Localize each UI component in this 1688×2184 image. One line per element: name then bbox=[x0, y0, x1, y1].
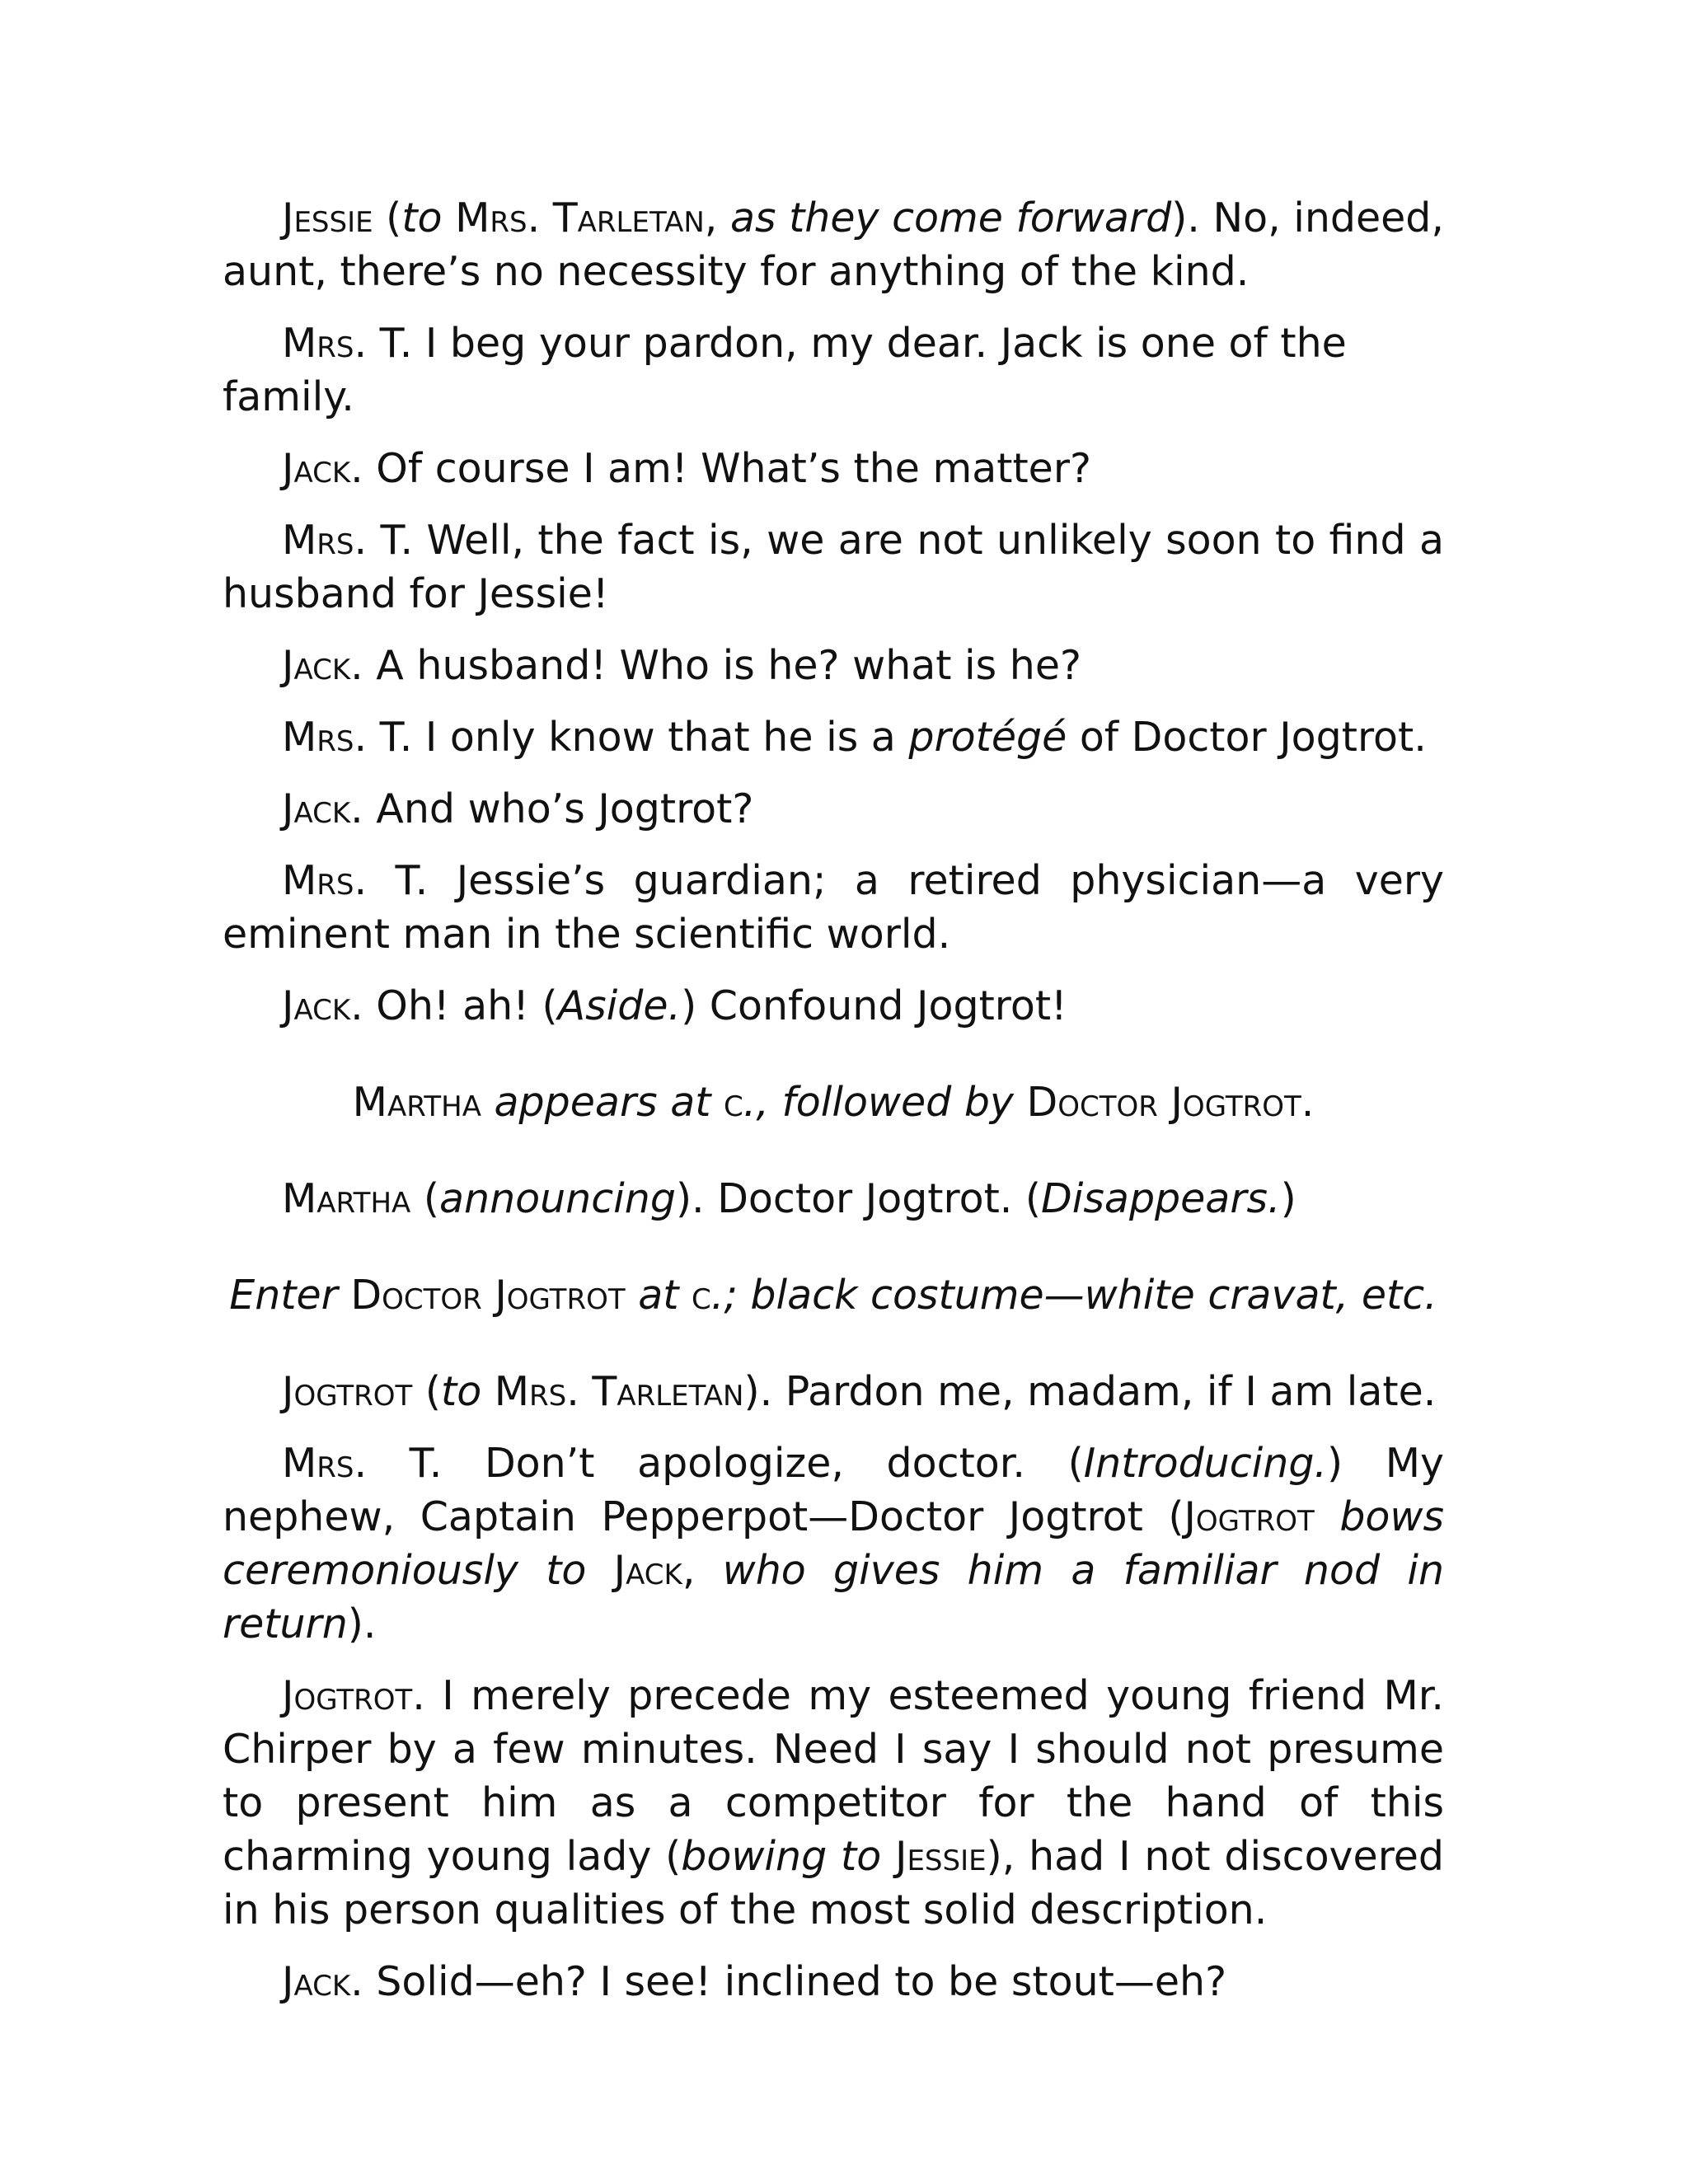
text-run: ). No, indeed, aunt, there’s no necessity for anything of the kind. bbox=[223, 194, 1444, 295]
speech-paragraph bbox=[223, 1669, 1444, 1937]
text-run: . T. I only know that he is a bbox=[354, 714, 909, 761]
text-run: . I merely precede my esteemed young friend Mr. Chirper by a few minutes. Need I say I should not presume to present him as a competitor for the hand of this charming young lady ( bbox=[223, 1672, 1444, 1880]
character-name: Jack bbox=[282, 445, 351, 492]
text-run: . A husband! Who is he? what is he? bbox=[350, 642, 1081, 689]
italic-text: at bbox=[638, 1272, 692, 1319]
character-name: Jogtrot bbox=[282, 1672, 413, 1719]
text-run: , bbox=[682, 1547, 723, 1594]
text-run: . Oh! ah! ( bbox=[350, 982, 558, 1029]
text-run bbox=[481, 1368, 495, 1415]
text-run bbox=[443, 194, 456, 241]
italic-text: bowing to bbox=[681, 1833, 882, 1880]
italic-text: Aside. bbox=[557, 982, 682, 1029]
speech-paragraph bbox=[223, 316, 1444, 424]
speech-paragraph bbox=[223, 1436, 1444, 1651]
italic-text: bows ceremoniously to bbox=[223, 1493, 1444, 1594]
italic-text: Enter bbox=[229, 1272, 338, 1319]
text-run: ) My nephew, Captain Pepperpot—Doctor Jogtrot ( bbox=[223, 1440, 1445, 1540]
text-run: . Of course I am! What’s the matter? bbox=[350, 445, 1091, 492]
speech-paragraph bbox=[223, 191, 1444, 298]
character-name: Jessie bbox=[895, 1833, 987, 1880]
italic-text: Introducing. bbox=[1083, 1440, 1328, 1487]
character-name: Jessie bbox=[282, 194, 373, 241]
text-run: ( bbox=[412, 1368, 441, 1415]
text-run: ) Confound Jogtrot! bbox=[681, 982, 1067, 1029]
text-run bbox=[338, 1272, 351, 1319]
speech-paragraph bbox=[223, 442, 1444, 495]
stage-direction bbox=[223, 1076, 1444, 1129]
character-name: Jogtrot bbox=[1184, 1493, 1315, 1540]
character-name: Doctor Jogtrot bbox=[350, 1272, 626, 1319]
text-run: . T. Well, the fact is, we are not unlikely soon to find a husband for Jessie! bbox=[223, 517, 1444, 617]
speech-paragraph bbox=[223, 710, 1444, 764]
text-run: . bbox=[1301, 1079, 1315, 1126]
text-run: ), had I not discovered in his person qualities of the most solid description. bbox=[223, 1833, 1445, 1933]
character-name: Jack bbox=[282, 982, 351, 1029]
text-run: . Solid—eh? I see! inclined to be stout—eh? bbox=[350, 1958, 1227, 2005]
character-name: c bbox=[692, 1272, 711, 1319]
italic-text: Disappears. bbox=[1041, 1175, 1281, 1222]
character-name: Mrs bbox=[282, 857, 354, 904]
play-page bbox=[223, 191, 1444, 2027]
character-name: Mrs bbox=[282, 714, 354, 761]
text-run: , bbox=[704, 194, 730, 241]
speech-paragraph bbox=[223, 1365, 1444, 1418]
character-name: Mrs bbox=[282, 517, 354, 564]
speech-paragraph bbox=[223, 513, 1444, 621]
text-run: ) bbox=[1280, 1175, 1296, 1222]
speech-paragraph bbox=[223, 854, 1444, 961]
italic-text: who gives him a familiar nod in return bbox=[223, 1547, 1444, 1647]
text-run: . And who’s Jogtrot? bbox=[350, 785, 754, 832]
italic-text: as they come forward bbox=[729, 194, 1172, 241]
speech-paragraph bbox=[223, 1172, 1444, 1226]
text-run: ( bbox=[410, 1175, 439, 1222]
speech-paragraph bbox=[223, 782, 1444, 836]
character-name: Martha bbox=[282, 1175, 411, 1222]
character-name: Jogtrot bbox=[282, 1368, 413, 1415]
italic-text: ., followed by bbox=[743, 1079, 1014, 1126]
italic-text: .; black costume—white cravat, etc. bbox=[710, 1272, 1437, 1319]
text-run: ). bbox=[347, 1601, 377, 1647]
text-run: ( bbox=[373, 194, 402, 241]
speech-paragraph bbox=[223, 979, 1444, 1033]
character-name: Jack bbox=[282, 785, 351, 832]
stage-direction bbox=[223, 1268, 1444, 1322]
italic-text: appears at bbox=[494, 1079, 724, 1126]
text-run: ). Doctor Jogtrot. ( bbox=[675, 1175, 1042, 1222]
text-run bbox=[1315, 1493, 1340, 1540]
text-run bbox=[586, 1547, 613, 1594]
text-run: . T. Jessie’s guardian; a retired physician—a very eminent man in the scientific world. bbox=[223, 857, 1444, 958]
speech-paragraph bbox=[223, 1955, 1444, 2008]
character-name: Mrs. Tarletan bbox=[455, 194, 705, 241]
play-text bbox=[223, 191, 1444, 2008]
text-run bbox=[881, 1833, 895, 1880]
character-name: Mrs bbox=[282, 1440, 354, 1487]
speech-paragraph bbox=[223, 639, 1444, 692]
character-name: Doctor Jogtrot bbox=[1026, 1079, 1301, 1126]
text-run: of Doctor Jogtrot. bbox=[1067, 714, 1427, 761]
character-name: Jack bbox=[613, 1547, 682, 1594]
character-name: Jack bbox=[282, 642, 351, 689]
character-name: c bbox=[724, 1079, 743, 1126]
character-name: Mrs. Tarletan bbox=[494, 1368, 744, 1415]
character-name: Mrs bbox=[282, 320, 354, 367]
text-run bbox=[481, 1079, 495, 1126]
text-run: . T. I beg your pardon, my dear. Jack is one of the family. bbox=[223, 320, 1347, 420]
text-run: . T. Don’t apologize, doctor. ( bbox=[354, 1440, 1084, 1487]
italic-text: announcing bbox=[438, 1175, 676, 1222]
italic-text: protégé bbox=[908, 714, 1067, 761]
character-name: Martha bbox=[352, 1079, 481, 1126]
text-run: ). Pardon me, madam, if I am late. bbox=[743, 1368, 1437, 1415]
italic-text: to bbox=[440, 1368, 482, 1415]
italic-text: to bbox=[401, 194, 443, 241]
text-run bbox=[1014, 1079, 1027, 1126]
text-run bbox=[626, 1272, 639, 1319]
character-name: Jack bbox=[282, 1958, 351, 2005]
